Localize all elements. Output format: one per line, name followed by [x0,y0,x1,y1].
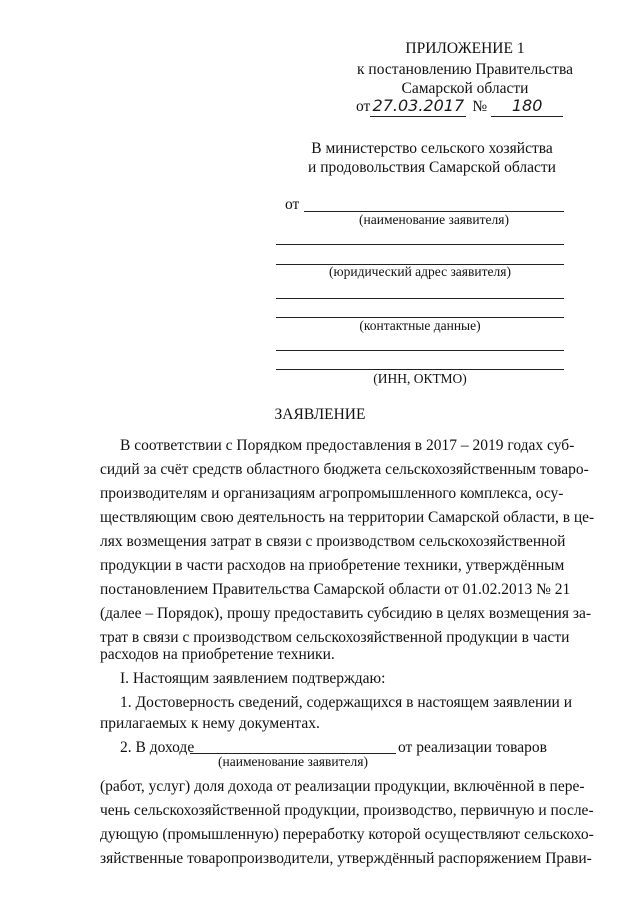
resolution-date-number [356,96,563,117]
body-line: лях возмещения затрат в связи с производством сельскохозяйственной [100,533,566,550]
item-2-caption: (наименование заявителя) [218,754,368,769]
section-1-heading: I. Настоящим заявлением подтверждаю: [120,670,386,687]
item-2-line: дующую (промышленную) переработку которой осуществляют сельскохо- [100,826,594,843]
item-2-line: зяйственные товаропроизводители, утверждённый распоряжением Прави- [100,850,592,867]
contacts-line-1 [276,298,564,299]
body-line: сидий за счёт средств областного бюджета сельскохозяйственным товаро- [100,461,589,478]
inn-line-1 [276,350,564,351]
body-line: расходов на приобретение техники. [100,646,335,663]
inn-line-2 [276,369,564,370]
handwritten-date: 27.03.2017 [370,96,466,117]
item-2-suffix: от реализации товаров [398,739,547,756]
applicant-name-caption: (наименование заявителя) [359,212,509,227]
contacts-caption: (контактные данные) [359,318,481,333]
body-line: ществляющим свою деятельность на территории Самарской области, в це- [100,509,595,526]
body-line: трат в связи с производством сельскохозяйственной продукции в части [100,629,570,646]
body-line: продукции в части расходов на приобретение техники, утверждённым [100,557,565,574]
item-2-line: (работ, услуг) доля дохода от реализации продукции, включённой в пере- [100,778,585,795]
item-1-line: 1. Достоверность сведений, содержащихся в настоящем заявлении и [120,694,572,711]
item-1-line: прилагаемых к нему документах. [100,715,320,732]
appendix-title: ПРИЛОЖЕНИЕ 1 [405,40,525,57]
body-line: постановлением Правительства Самарской области от 01.02.2013 № 21 [100,581,571,598]
appendix-resolution-line: к постановлению Правительства [357,61,573,78]
item-2-prefix: 2. В доходе [120,739,195,756]
addressee-line-1: В министерство сельского хозяйства [311,140,553,157]
item-2-line: чень сельскохозяйственной продукции, производство, первичную и после- [100,802,594,819]
body-line: (далее – Порядок), прошу предоставить субсидию в целях возмещения за- [100,605,592,622]
address-line-1 [276,244,564,245]
body-line: производителям и организациям агропромышленного комплекса, осу- [100,485,564,502]
from-label: от [285,196,300,213]
document-title: ЗАЯВЛЕНИЕ [274,406,366,423]
addressee-line-2: и продовольствия Самарской области [308,159,556,176]
inn-caption: (ИНН, ОКТМО) [373,371,467,386]
date-prefix: от [356,98,371,115]
body-line: В соответствии с Порядком предоставления в 2017 – 2019 годах суб- [120,437,575,454]
appendix-region-line: Самарской области [401,80,529,97]
handwritten-number: 180 [491,96,563,117]
number-prefix: № [472,98,488,115]
address-caption: (юридический адрес заявителя) [329,264,511,279]
